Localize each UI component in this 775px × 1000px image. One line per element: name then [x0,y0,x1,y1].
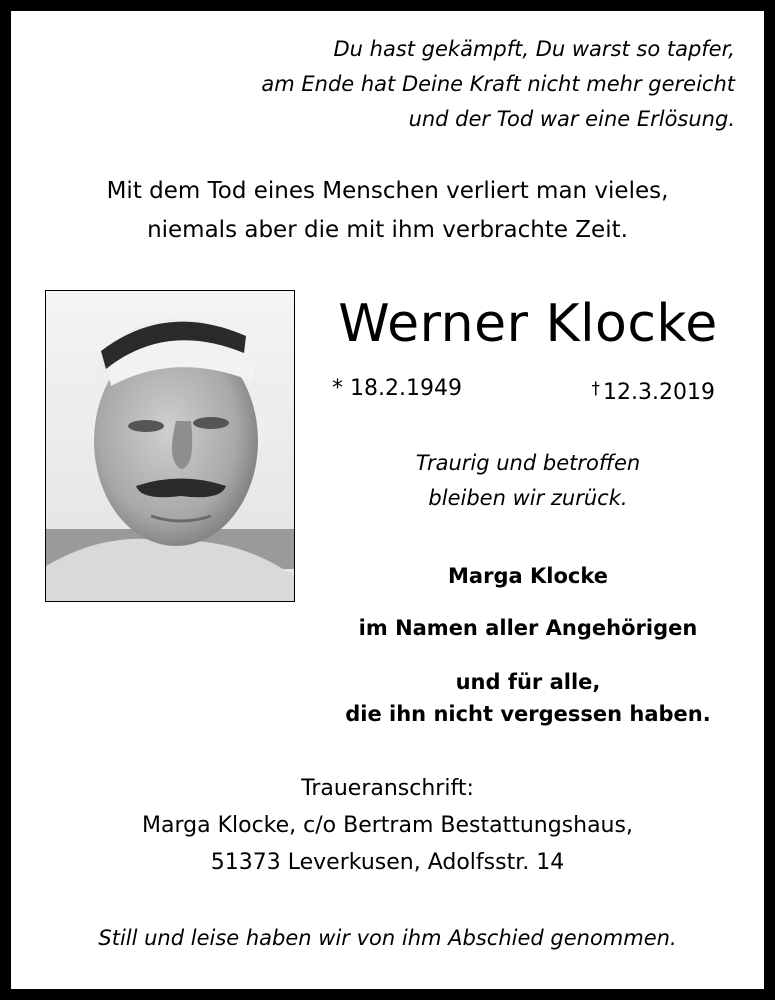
address-label: Traueranschrift: [301,776,474,801]
opening-quote [261,32,735,137]
cross-icon: † [591,379,601,399]
portrait-photo [45,290,295,602]
address-line: Marga Klocke, c/o Bertram Bestattungshaus, [142,813,633,838]
birth-symbol: * [332,376,343,401]
signer-others [318,666,738,730]
signer-name: Marga Klocke [448,564,608,588]
quote-line: Du hast gekämpft, Du warst so tapfer, [333,37,735,61]
closing-line: Still und leise haben wir von ihm Abschied genommen. [98,926,677,950]
mourning-line: Traurig und betroffen [415,451,641,475]
mourning-line: bleiben wir zurück. [428,486,628,510]
death-date [592,374,715,408]
deceased-name: Werner Klocke [338,294,718,354]
signer-family: im Namen aller Angehörigen [358,616,698,640]
address-line: 51373 Leverkusen, Adolfsstr. 14 [210,850,565,875]
signer-others-line: die ihn nicht vergessen haben. [345,702,711,726]
quote-line: am Ende hat Deine Kraft nicht mehr gereicht [261,72,735,96]
mourning-address [0,770,775,881]
motto-line: Mit dem Tod eines Menschen verliert man vieles, [106,178,669,204]
mourning-text [318,446,738,516]
death-date-value: 12.3.2019 [603,380,715,405]
birth-date [332,374,462,404]
motto [0,172,775,250]
birth-date-value: 18.2.1949 [350,376,462,401]
signer-others-line: und für alle, [455,670,601,694]
quote-line: und der Tod war eine Erlösung. [408,107,735,131]
motto-line: niemals aber die mit ihm verbrachte Zeit. [147,217,628,243]
